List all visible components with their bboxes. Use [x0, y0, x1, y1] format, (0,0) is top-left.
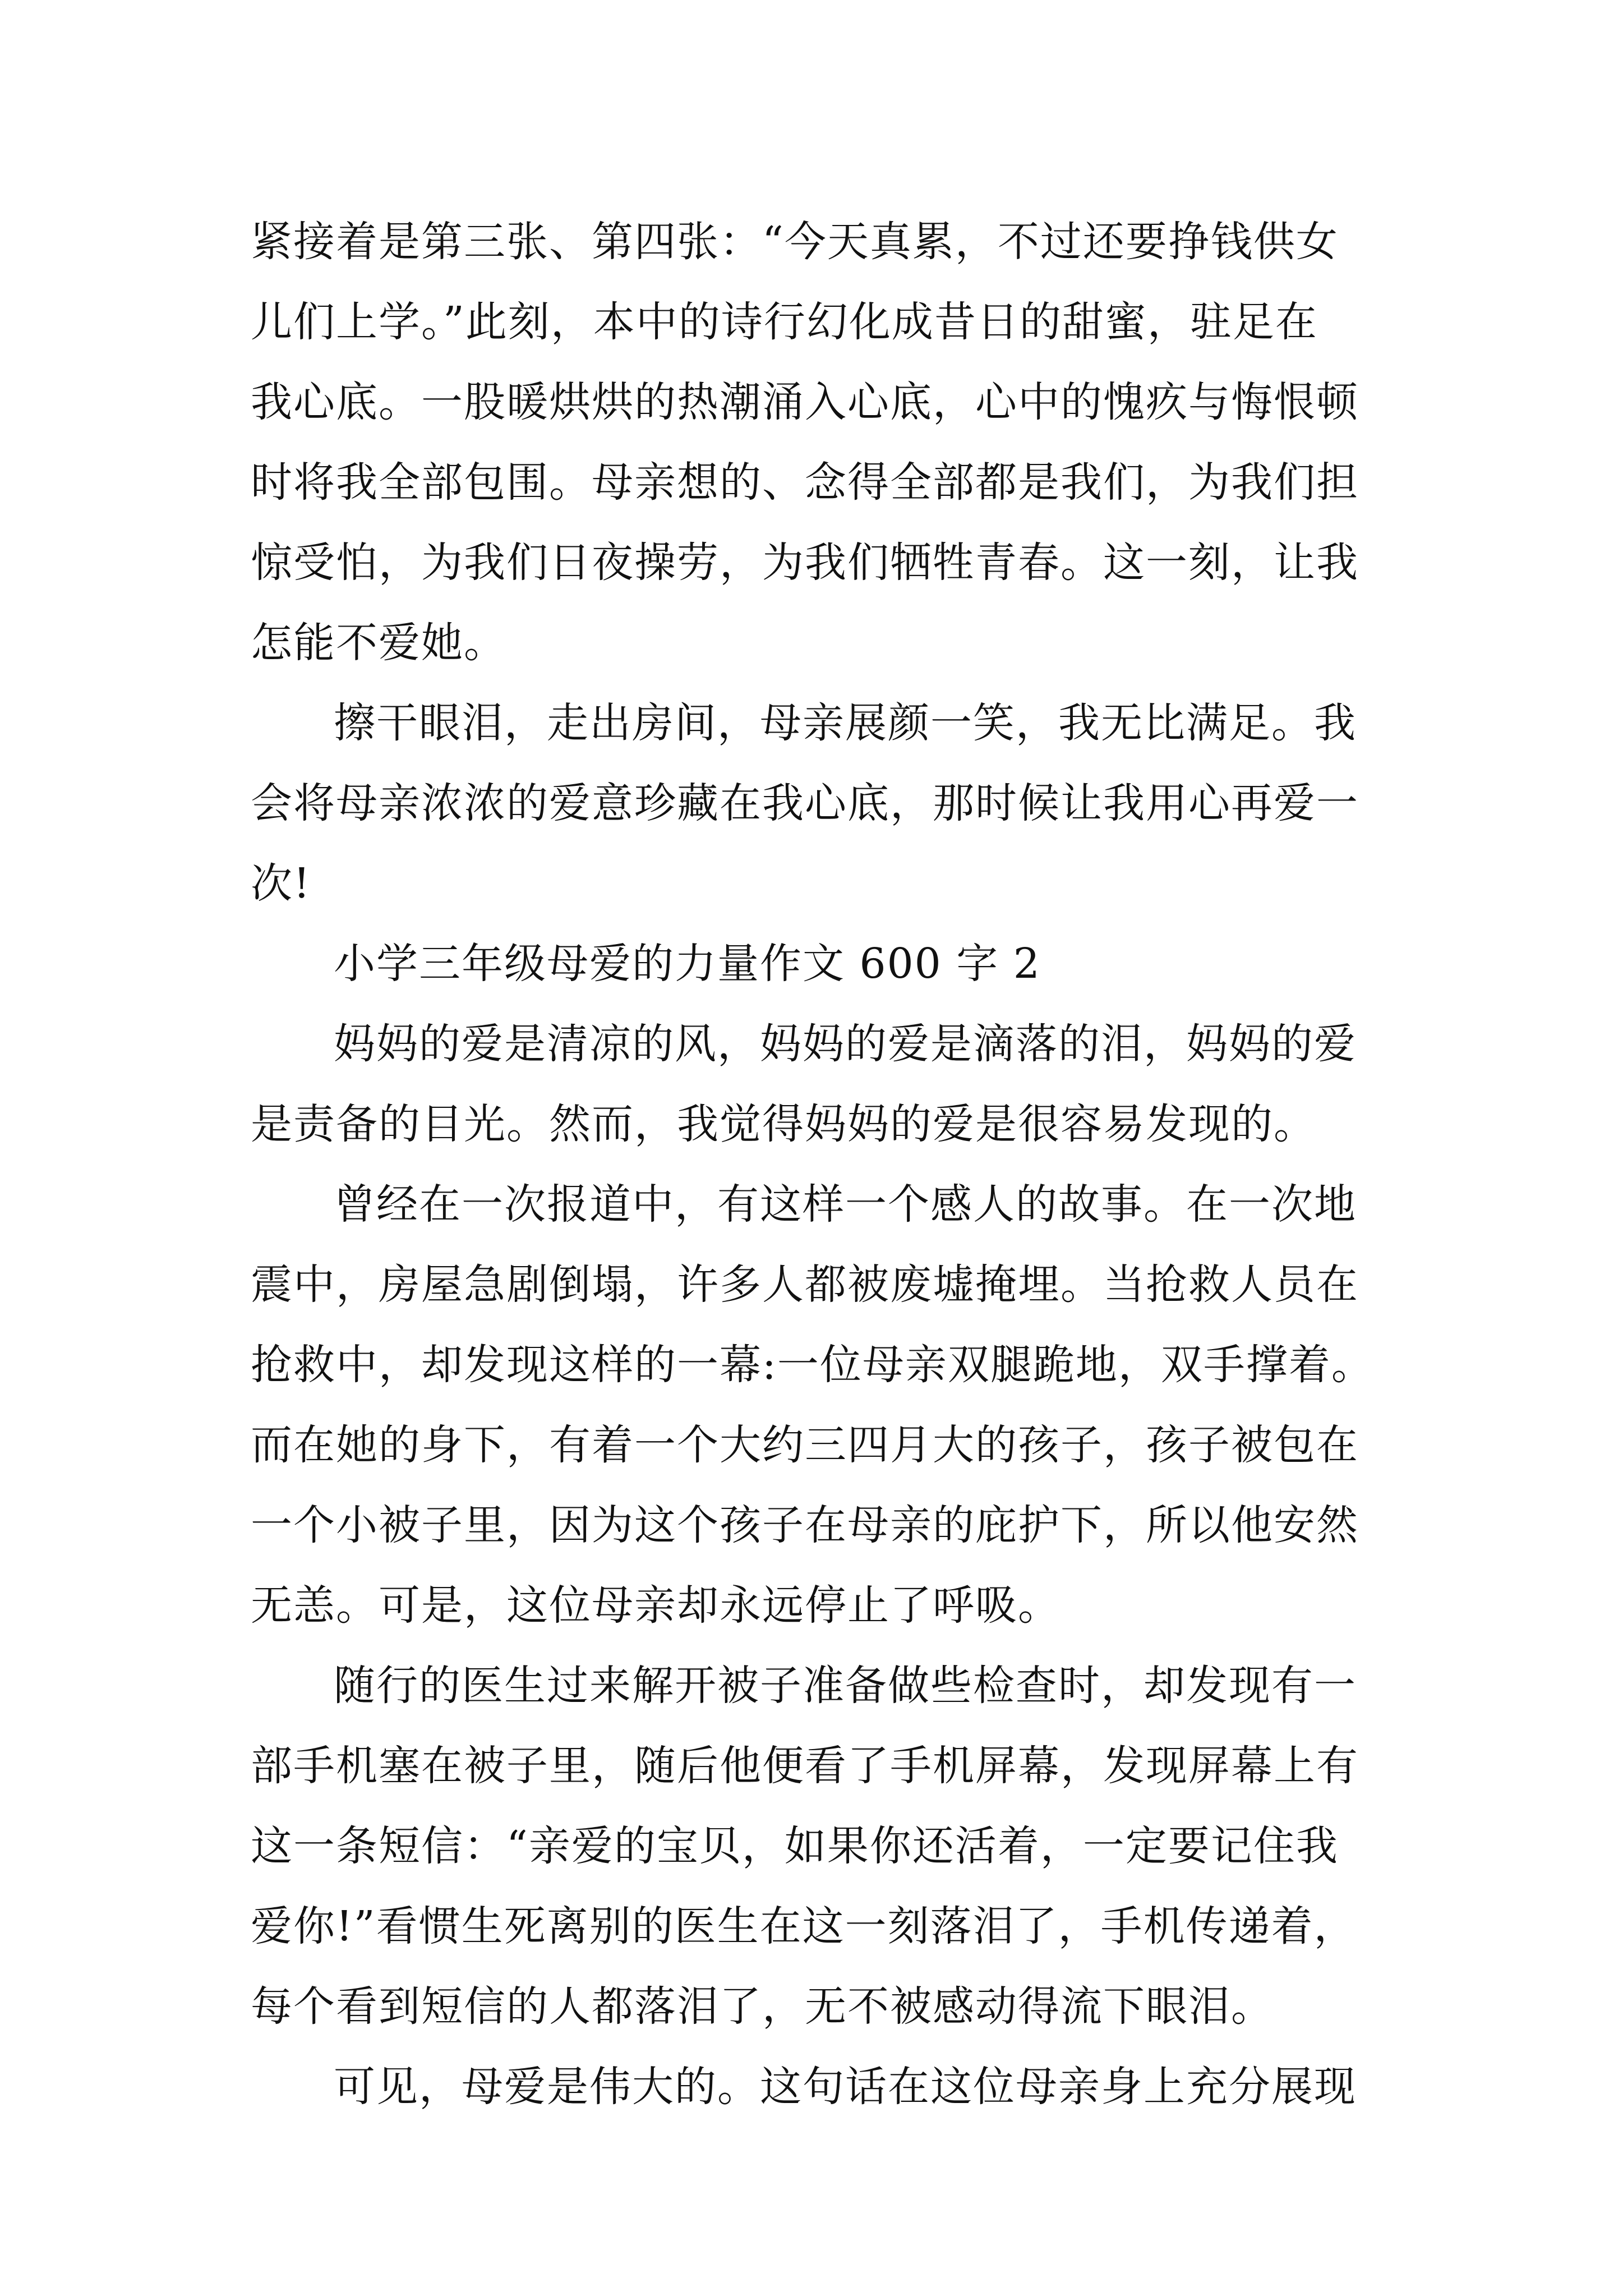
text-line: 而在她的身下，有着一个大约三四月大的孩子，孩子被包在: [251, 1421, 1359, 1469]
paragraph-first-line: 擦干眼泪，走出房间，母亲展颜一笑，我无比满足。我: [334, 699, 1357, 747]
paragraph-first-line: 小学三年级母爱的力量作文 600 字 2: [334, 940, 1041, 988]
text-line: 时将我全部包围。母亲想的、念得全部都是我们，为我们担: [251, 458, 1359, 507]
text-line: 我心底。一股暖烘烘的热潮涌入心底，心中的愧疚与悔恨顿: [251, 378, 1359, 426]
text-line: 震中，房屋急剧倒塌，许多人都被废墟掩埋。当抢救人员在: [251, 1260, 1359, 1309]
paragraph-first-line: 可见，母爱是伟大的。这句话在这位母亲身上充分展现: [334, 2063, 1357, 2111]
paragraph-first-line: 妈妈的爱是清凉的风，妈妈的爱是滴落的泪，妈妈的爱: [334, 1020, 1357, 1068]
text-line: 紧接着是第三张、第四张：“今天真累，不过还要挣钱供女: [251, 218, 1339, 266]
text-line: 这一条短信：“亲爱的宝贝，如果你还活着，一定要记住我: [251, 1822, 1339, 1870]
paragraph-first-line: 曾经在一次报道中，有这样一个感人的故事。在一次地: [334, 1180, 1357, 1228]
text-line: 部手机塞在被子里，随后他便看了手机屏幕，发现屏幕上有: [251, 1742, 1359, 1790]
text-line: 儿们上学。”此刻，本中的诗行幻化成昔日的甜蜜，驻足在: [251, 298, 1318, 346]
text-line: 抢救中，却发现这样的一幕:一位母亲双腿跪地，双手撑着。: [251, 1341, 1374, 1389]
text-line: 爱你!”看惯生死离别的医生在这一刻落泪了，手机传递着，: [251, 1902, 1357, 1950]
text-line: 怎能不爱她。: [251, 619, 506, 667]
body-text: [251, 202, 1384, 2127]
paragraph-first-line: 随行的医生过来解开被子准备做些检查时，却发现有一: [334, 1662, 1357, 1710]
text-line: 无恙。可是，这位母亲却永远停止了呼吸。: [251, 1581, 1061, 1630]
text-line: 是责备的目光。然而，我觉得妈妈的爱是很容易发现的。: [251, 1100, 1316, 1148]
text-line: 次!: [251, 859, 311, 908]
text-line: 惊受怕，为我们日夜操劳，为我们牺牲青春。这一刻，让我: [251, 539, 1359, 587]
text-line: 会将母亲浓浓的爱意珍藏在我心底，那时候让我用心再爱一: [251, 779, 1359, 827]
text-line: 一个小被子里，因为这个孩子在母亲的庇护下，所以他安然: [251, 1501, 1359, 1549]
text-line: 每个看到短信的人都落泪了，无不被感动得流下眼泪。: [251, 1982, 1274, 2031]
